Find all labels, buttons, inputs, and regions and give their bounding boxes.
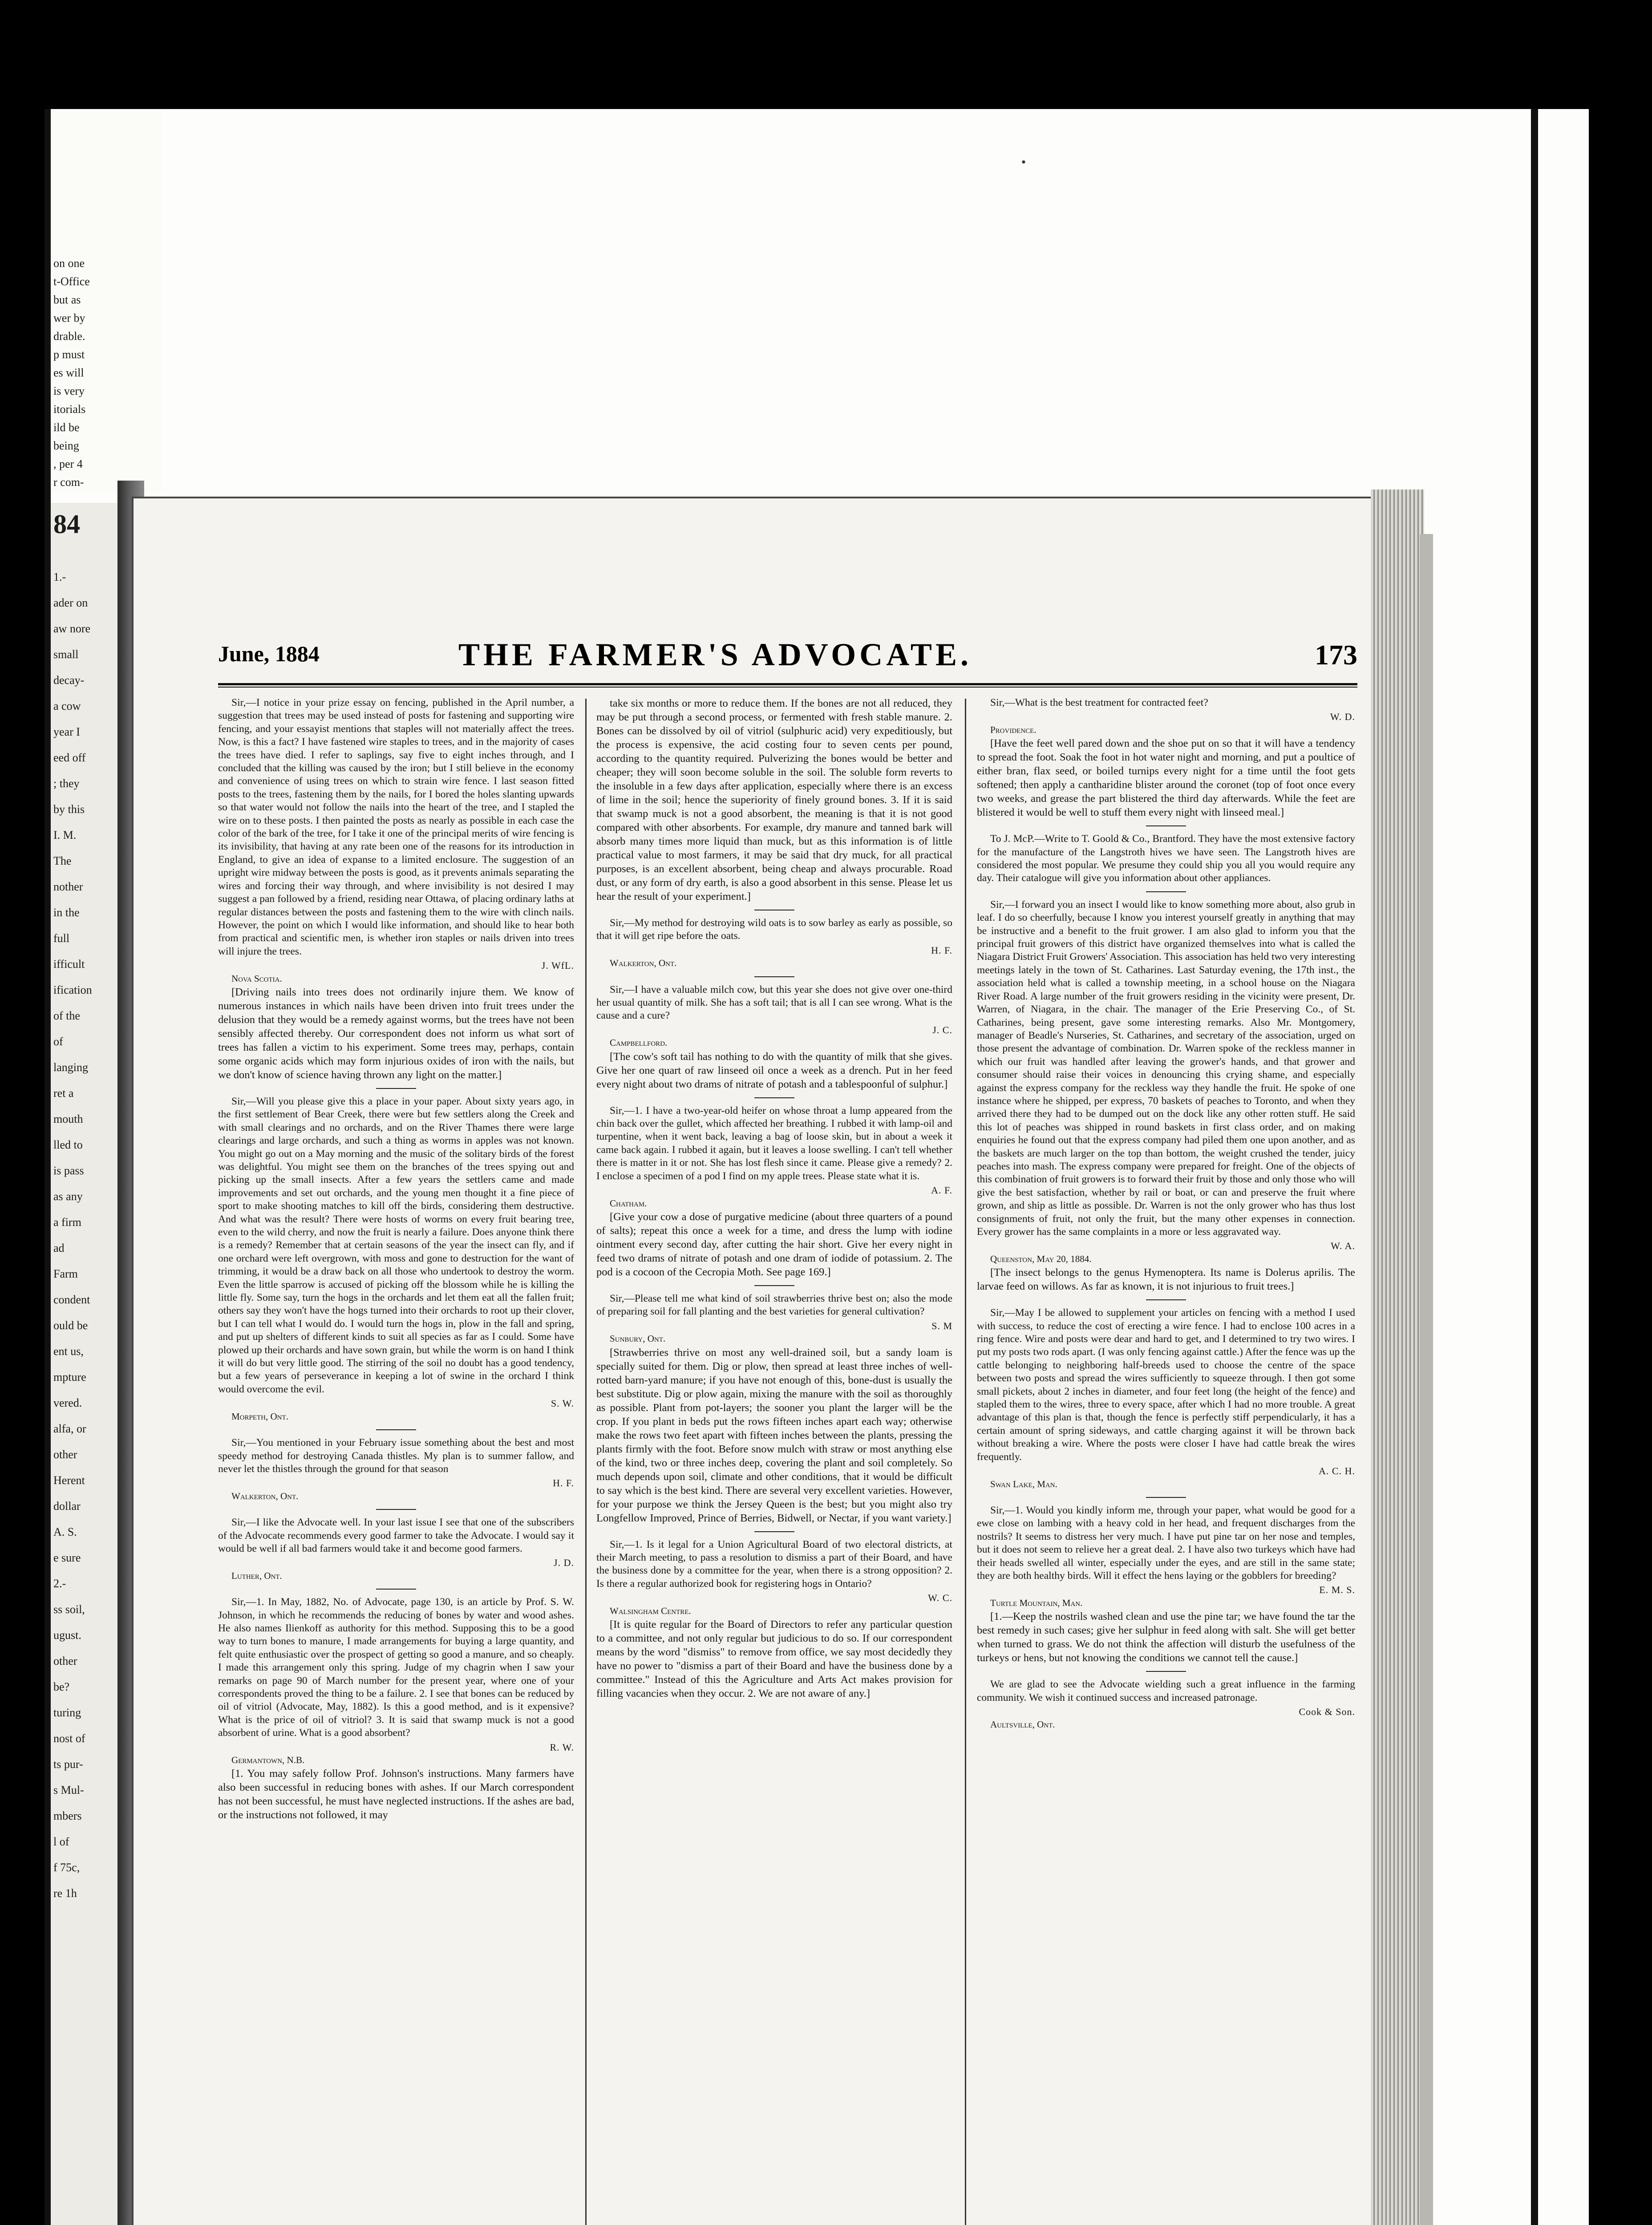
facing-page-text: nost of (53, 1732, 85, 1745)
facing-page-text: of (53, 1035, 63, 1048)
facing-page-number: 84 (53, 510, 80, 539)
scan-border-left (45, 109, 51, 2225)
facing-page-text: by this (53, 803, 85, 816)
facing-page-text: itorials (53, 403, 86, 416)
facing-page-text: p must (53, 348, 85, 361)
facing-page-text: lled to (53, 1138, 83, 1151)
facing-page-text: alfa, or (53, 1422, 86, 1435)
dateline: Nova Scotia. (231, 973, 282, 984)
scan-mark: · (1019, 147, 1028, 177)
dateline: Germantown, N.B. (231, 1755, 305, 1766)
facing-page-text: t-Office (53, 275, 90, 288)
facing-page-text: ss soil, (53, 1603, 85, 1616)
editor-reply: [1. You may safely follow Prof. Johnson's instructions. Many farmers have also been successful in reducing bones with ashes. If our March correspondent has not been successful, he must have neglected instructions. If the ashes are bad, or the instructions not followed, it may (218, 1768, 574, 1821)
editor-reply: [It is quite regular for the Board of Directors to refer any particular question to a committee, and not only regular but judicious to do so. If our correspondent means by the word "dismiss" to remove from office, we say most decidedly they have no power to "dismiss a part of their Board and have the business done by a committee." Instead of this the Agriculture and Arts Act makes provision for filling vacancies when they occur. 2. We are not aware of any.] (596, 1618, 952, 1699)
facing-page-text: on one (53, 257, 85, 270)
separator-rule (376, 1088, 416, 1089)
letter-paragraph: Sir,—I notice in your prize essay on fencing, published in the April number, a suggestion that trees may be used instead of posts for fastening and supporting wire fencing, and your essayist mentions that staples will not materially affect the trees. Now, is this a fact? I have fastened wire staples to trees, and in the majority of cases the trees have died. I refer to saplings, say five to eight inches through, and I concluded that the killing was caused by the iron; but I still believe in the economy and convenience of using trees on which to strain wire fence. I last season fitted posts to the trees, fastening them by the nails, for I bored the holes slanting upwards so that water would not follow the nails into the heart of the tree, and I stapled the wire on to these posts. I then painted the posts as nearly as possible in each case the color of the bark of the tree, for I take it one of the principal merits of wire fencing is its invisibility, that having at any rate been one of the reasons for its introduction in England, to give an idea of expanse to a limited enclosure. The suggestion of an upright wire midway between the posts is good, as it prevents animals separating the wires and forcing their way through, and where invisibility is not desired I may suggest a pan followed by a friend, residing near Ottawa, of placing ordinary laths at regular distances between the posts and fastening them to the wire with clinch nails. However, the point on which I would like information, and should like to hear both from practical and scientific men, is whether iron staples or nails driven into trees will injure the trees. (218, 697, 574, 957)
separator-rule (376, 1589, 416, 1590)
signature: R. W. (550, 1741, 574, 1753)
letter-paragraph: Sir,—1. Is it legal for a Union Agricultural Board of two electoral districts, at their March meeting, to pass a resolution to dismiss a part of their Board, and have the business done by a committee for the year, when there is a strong opposition? 2. Is there a regular authorized book for registering hogs in Ontario? (596, 1538, 952, 1590)
letter-paragraph: Sir,—Please tell me what kind of soil strawberries thrive best on; also the mode of preparing soil for fall planting and the best varieties for general cultivation? (596, 1292, 952, 1318)
signature: Cook & Son. (1299, 1706, 1355, 1717)
signature: S. M (931, 1320, 952, 1331)
facing-page-text: is very (53, 384, 85, 397)
dateline: Walkerton, Ont. (610, 958, 677, 969)
column-2 (596, 696, 952, 1701)
editor-reply: take six months or more to reduce them. If the bones are not all reduced, they may be put through a second process, or fermented with fresh stable manure. 2. Bones can be dissolved by oil of vitriol (sulphuric acid) very expeditiously, but the process is expensive, the acid costing four to seven cents per pound, according to the quantity required. Pulverizing the bones would be better and cheaper; they will soon become soluble in the soil. The soluble form reverts to the insoluble in a few days after application, especially where there is an excess of lime in the soil; hence the superiority of finely ground bones. 3. If it is said that swamp muck is not a good absorbent, the meaning is that it is not good compared with other absorbents. For example, dry manure and tanned bark will absorb many times more liquid than muck, but as this information is of little practical value to most farmers, it may be said that dry muck, for all practical purposes, is an excellent absorbent, being cheap and always procurable. Road dust, or any form of dry earth, is also a good absorbent in this sense. Please let us hear the result of your experiment.] (596, 697, 952, 902)
facing-page-text: be? (53, 1680, 70, 1693)
editor-reply: [Have the feet well pared down and the shoe put on so that it will have a tendency to spread the foot. Soak the foot in hot water night and morning, and put a poultice of either bran, flax seed, or boiled turnips every night for a time until the foot gets softened; then apply a cantharidine blister around the coronet (top of foot once every two weeks, and grease the part blistered the third day afterwards. While the feet are blistered it would be well to stuff them every night with linseed meal.] (977, 737, 1355, 819)
separator-rule (1146, 891, 1186, 892)
facing-page-text: in the (53, 906, 80, 919)
facing-page-text: other (53, 1655, 77, 1667)
separator-rule (754, 1097, 794, 1098)
separator-rule (754, 976, 794, 977)
facing-page-top (51, 109, 162, 492)
dateline: Campbellford. (610, 1037, 668, 1048)
dateline: Queenston, May 20, 1884. (990, 1253, 1092, 1264)
letter-paragraph: Sir,—1. I have a two-year-old heifer on whose throat a lump appeared from the chin back over the gullet, which affected her breathing. I rubbed it with lamp-oil and turpentine, when it went back, leaving a bag of loose skin, but in about a week it came back again. I rubbed it again, but it leaves a loose swelling. I can't tell whether there is matter in it or not. She has lost flesh since it came. Please give a remedy? 2. I enclose a specimen of a pod I find on my apple trees. Please state what it is. (596, 1104, 952, 1182)
facing-page-text: is pass (53, 1164, 84, 1177)
facing-page-text: ; they (53, 777, 80, 790)
header-rule-thin (218, 687, 1357, 688)
facing-page-text: being (53, 439, 79, 452)
facing-page-text: ent us, (53, 1345, 84, 1358)
editor-reply: [Strawberries thrive on most any well-drained soil, but a sandy loam is specially suited for them. Dig or plow, then spread at least three inches of well-rotted barn-yard manure; if you have not enough of this, bone-dust is usually the best substitute. Dig or plow again, mixing the manure with the soil as thoroughly as possible. Plant from pot-layers; the sooner you plant the larger will be the crop. If you plant in beds put the rows fifteen inches apart each way; otherwise make the rows two feet apart with fifteen inches between the plants, pressing the plants firmly with the foot. Before snow mulch with straw or most anything else of the kind, two or three inches deep, covering the plant and soil completely. So much depends upon soil, climate and other conditions, that it would be difficult to say which is the best kind. There are several very excellent varieties. However, for your purpose we think the Jersey Queen is the best; but you might also try Longfellow Improved, Prince of Berries, Bidwell, or Nectar, if you want variety.] (596, 1346, 952, 1524)
editor-reply: [Driving nails into trees does not ordinarily injure them. We know of numerous instances in which nails have been driven into fruit trees under the delusion that they would be a remedy against worms, but the trees have not been sensibly affected thereby. Our correspondent does not inform us what sort of trees has fallen a victim to his experiment. Some trees may, perhaps, contain some organic acids which may form injurious oxides of iron with the nails, but we don't know of science having thrown any light on the matter.] (218, 986, 574, 1081)
facing-page-text: The (53, 854, 72, 867)
letter-paragraph: Sir,—Will you please give this a place in your paper. About sixty years ago, in the first settlement of Bear Creek, there were but few settlers along the Creek and with small clearings and no orchards, and on the River Thames there were large clearings and large orchards, and such a thing as worms in apples was not known. You might go out on a May morning and the music of the solitary birds of the forest was delightful. You might see them on the branches of the trees spying out and picking up the small insects. After a few years the settlers came and made improvements and set out orchards, and the young men thought it a fine piece of sport to make shooting matches to kill off the birds, considering them destructive. And what was the result? There were hosts of worms on every fruit bearing tree, even to the wild cherry, and now the fruit is nearly a failure. Does anyone think there is a remedy? Remember that at certain seasons of the year the insect can fly, and if one orchard were left overgrown, with moss and gone to destruction for the want of trimming, it would be a draw back on all those who undertook to destroy the worm. Even the little sparrow is accused of picking off the blossom while he is killing the little fly. Some say, turn the hogs in the orchards and let them eat all the fallen fruit; others say they won't have the hogs turned into their orchards to root up their clover, but I can tell what I would do. I would turn the hogs in, plow in the fall and spring, and put up shelters of different kinds to suit all species as far as I could. Some have plowed up their orchards and have sown grain, but while the worm is on hand I think it will do but very little good. The stirring of the soil no doubt has a good tendency, but a few years of perseverance in keeping a lot of swine in the orchard I think would overcome the evil. (218, 1095, 574, 1395)
page-header (218, 636, 1357, 672)
facing-page-text: l of (53, 1835, 69, 1848)
letter-paragraph: Sir,—My method for destroying wild oats is to sow barley as early as possible, so that it will get ripe before the oats. (596, 917, 952, 942)
facing-page-text: drable. (53, 330, 85, 343)
column-divider (585, 699, 587, 2225)
signature: A. C. H. (1319, 1465, 1355, 1477)
facing-page-text: s Mul- (53, 1784, 84, 1796)
facing-page-text: A. S. (53, 1525, 77, 1538)
page-number: 173 (1315, 639, 1357, 671)
facing-page-text: condent (53, 1293, 90, 1306)
dateline: Chatham. (610, 1197, 647, 1209)
dateline: Morpeth, Ont. (231, 1411, 288, 1422)
signature: W. C. (928, 1592, 952, 1604)
separator-rule (376, 1509, 416, 1510)
facing-page-text: ret a (53, 1087, 74, 1100)
facing-page-text: , per 4 (53, 457, 83, 470)
separator-rule (754, 1531, 794, 1532)
column-divider (965, 699, 966, 2225)
facing-page-text: Farm (53, 1267, 78, 1280)
dateline: Luther, Ont. (231, 1570, 282, 1581)
facing-page-text: langing (53, 1061, 88, 1074)
facing-page-text: year I (53, 725, 80, 738)
facing-page-text: aw nore (53, 622, 91, 635)
facing-page-text: 2.- (53, 1577, 66, 1590)
facing-page-text: dollar (53, 1500, 81, 1513)
signature: A. F. (931, 1185, 952, 1196)
facing-page-text: ader on (53, 596, 88, 609)
signature: J. WfL. (541, 960, 574, 971)
facing-page-text: ts pur- (53, 1758, 83, 1771)
signature: H. F. (553, 1477, 574, 1489)
letter-paragraph: Sir,—What is the best treatment for contracted feet? (990, 697, 1208, 708)
facing-page-text: nother (53, 880, 83, 893)
editor-reply: [Give your cow a dose of purgative medicine (about three quarters of a pound of salts); repeat this once a week for a time, and dress the lump with iodine ointment every second day, after cutting the hair short. Give her every night in feed two drams of nitrate of potash and one dram of iodide of potassium. 2. The pod is a cocoon of the Cecropia Moth. See page 169.] (596, 1210, 952, 1278)
facing-page-text: but as (53, 293, 81, 306)
separator-rule (1146, 1497, 1186, 1498)
facing-page-text: decay- (53, 674, 85, 687)
separator-rule (376, 1429, 416, 1430)
facing-page-text: ifficult (53, 958, 85, 971)
facing-page-text: re 1h (53, 1887, 77, 1900)
separator-rule (1146, 1671, 1186, 1672)
facing-page-text: vered. (53, 1396, 82, 1409)
letter-paragraph: Sir,—I have a valuable milch cow, but this year she does not give over one-third her usual quantity of milk. She has a soft tail; that is all I can see wrong. What is the cause and a cure? (596, 983, 952, 1022)
dateline: Walkerton, Ont. (231, 1490, 299, 1501)
separator-rule (1146, 825, 1186, 826)
facing-page-text: Herent (53, 1474, 85, 1487)
facing-page-text: es will (53, 366, 84, 379)
letter-paragraph: We are glad to see the Advocate wielding such a great influence in the farming community. We wish it continued success and increased patronage. (977, 1679, 1355, 1703)
dateline: Turtle Mountain, Man. (990, 1597, 1083, 1608)
facing-page-text: other (53, 1448, 77, 1461)
editor-reply: [The cow's soft tail has nothing to do with the quantity of milk that she gives. Give her one quart of raw linseed oil once a week as a drench. Put in her feed every night about two drams of nitrate of potash and a tablespoonful of sulphur.] (596, 1050, 952, 1090)
facing-page-text: wer by (53, 312, 85, 324)
signature: E. M. S. (1319, 1584, 1355, 1596)
column-1 (218, 696, 574, 1823)
issue-date: June, 1884 (218, 641, 320, 666)
column-3 (977, 696, 1355, 1731)
facing-page-text: ugust. (53, 1629, 81, 1642)
separator-rule (754, 1285, 794, 1286)
facing-page-text: as any (53, 1190, 83, 1203)
dateline: Providence. (990, 724, 1037, 735)
letter-paragraph: Sir,—May I be allowed to supplement your articles on fencing with a method I used with success, to reduce the cost of erecting a wire fence. I had to enclose 100 acres in a ring fence. Wire and posts were dear and hard to get, and I determined to try two wires. I put my posts two rods apart. (I was only fencing against cattle.) After the fence was up the cattle belonging to neighboring half-breeds used to choose the centre of the space between two posts and spread the wires sufficiently to squeeze through. I then got some small pickets, about 2 inches in diameter, and four feet long (the height of the fence) and stapled them to the wires, three to every space, after which I had no more trouble. A great advantage of this plan is that, though the fence is perfectly stiff perpendicularly, it has a certain amount of spring sideways, and cattle charging against it will be thrown back without breaking a wire. Where the posts were closer I have had cattle break the wires frequently. (977, 1307, 1355, 1463)
facing-page-text: of the (53, 1009, 80, 1022)
facing-page-text: ad (53, 1242, 65, 1254)
book-spine (1420, 534, 1433, 2225)
header-rule (218, 683, 1357, 685)
masthead-title: THE FARMER'S ADVOCATE. (458, 637, 972, 672)
facing-page-text: ould be (53, 1319, 88, 1332)
facing-page-text: mouth (53, 1112, 83, 1125)
letter-paragraph: Sir,—1. Would you kindly inform me, through your paper, what would be good for a ewe close on lambing with a heavy cold in her head, and frequent discharges from the nostrils? It seems to distress her very much. I have put pine tar on her nose and temples, but it does not seem to relieve her a great deal. 2. I have also two turkeys which have had their heads swelled all winter, especially under the eyes, and are still in the same state; they are both healthy birds. Will it effect the hens laying or the gobblers for breeding? (977, 1504, 1355, 1582)
letter-paragraph: Sir,—I like the Advocate well. In your last issue I see that one of the subscribers of the Advocate recommends every good farmer to take the Advocate. I would say it would be well if all bad farmers would take it and become good farmers. (218, 1517, 574, 1554)
facing-page-sliver (51, 503, 117, 2225)
editor-reply: [The insect belongs to the genus Hymenoptera. Its name is Dolerus aprilis. The larvae feed on willows. As far as known, it is not injurious to fruit trees.] (977, 1266, 1355, 1293)
dateline: Aultsville, Ont. (990, 1719, 1055, 1730)
book-page-edges (1371, 490, 1424, 2225)
facing-page-text: e sure (53, 1551, 81, 1564)
letter-paragraph: Sir,—1. In May, 1882, No. of Advocate, page 130, is an article by Prof. S. W. Johnson, in which he recommends the reducing of bones by water and wood ashes. He also names Ilienkoff as authority for this method. Supposing this to be a good way to turn bones to manure, I made arrangements for buying a large quantity, and felt quite enthusiastic over the prospect of getting so good a manure, and so cheaply. I made this arrangement only this spring. Judge of my chagrin when I saw your remarks on page 90 of March number for the present year, where one of your correspondents proved the thing to be a failure. 2. I see that bones can be reduced by oil of vitriol (Advocate, May, 1882). Is this a good method, and is it expensive? What is the price of oil of vitriol? 3. It is said that swamp muck is not a good absorbent of urine. What is a good absorbent? (218, 1596, 574, 1739)
facing-page-text: small (53, 648, 79, 661)
facing-page-text: full (53, 932, 70, 945)
signature: W. D. (1330, 711, 1355, 723)
facing-page-text: a firm (53, 1216, 81, 1229)
dateline: Walsingham Centre. (610, 1605, 691, 1616)
newspaper-page (134, 498, 1380, 2225)
dateline: Swan Lake, Man. (990, 1478, 1057, 1489)
separator-rule (1146, 1299, 1186, 1300)
facing-page-text: f 75c, (53, 1861, 80, 1874)
facing-page-text: eed off (53, 751, 86, 764)
signature: S. W. (551, 1398, 574, 1409)
letter-paragraph: To J. McP.—Write to T. Goold & Co., Brantford. They have the most extensive factory for the manufacture of the Langstroth hives we have seen. The Langstroth hives are considered the most popular. We presume they could ship you all you would require any day. Their catalogue will give you information about other appliances. (977, 833, 1355, 884)
signature: J. D. (554, 1557, 574, 1569)
signature: W. A. (1331, 1240, 1355, 1252)
dateline: Sunbury, Ont. (610, 1333, 666, 1344)
facing-page-text: r com- (53, 476, 84, 489)
letter-paragraph: Sir,—I forward you an insect I would like to know something more about, also grub in leaf. I do so cheerfully, because I know you interest yourself greatly in anything that may be instructive and a benefit to the fruit grower. I am also glad to inform you that the principal fruit growers of this district have organized themselves into what is called the Niagara District Fruit Growers' Association. This association has held two very interesting meetings lately in the town of St. Catharines. Last Saturday evening, the 17th inst., the association held what is called a township meeting, in a school house on the Niagara River Road. A large number of the fruit growers residing in the vicinity were present, Dr. Warren, of Niagara, in the chair. The manager of the Erie Preserving Co., of St. Catharines, being present, gave some interesting remarks. Also Mr. Montgomery, manager of Beadle's Nurseries, St. Catharines, and secretary of the association, urged on those present the advantage of combination. Dr. Warren spoke of the reckless manner in which our fruit was handled after leaving the grower's hands, and that grower and consumer should raise their voices in denouncing this crying shame, and especially against the express company for the reckless way they handle the fruit. He spoke of one instance where he shipped, per express, 70 baskets of peaches to Toronto, and when they arrived there they had to be dumped out on the dock like any other rotten stuff. He said this lot of peaches was shipped in round baskets in first class order, and on making enquiries he found out that the express company had piled them one upon another, and as the baskets are much larger on the top than bottom, the weight crushed the tender, juicy peaches into mash. The express company were prepared for freight. One of the objects of this combination of fruit growers is to forward their fruit by those and only those who will give the best satisfaction, whether by rail or boat, or can and preserve the fruit where grown, and ship as little as possible. Dr. Warren is not the only grower who has thus lost consignments of fruit, not only the fruit, but the many other expenses in connection. Every grower has the same complaints in a more or less aggravated way. (977, 898, 1355, 1238)
facing-page-text: a cow (53, 700, 81, 712)
scan-border-right (1531, 109, 1538, 2225)
signature: J. C. (932, 1024, 952, 1036)
signature: H. F. (931, 944, 952, 956)
facing-page-text: ification (53, 983, 92, 996)
facing-page-text: turing (53, 1706, 81, 1719)
facing-page-text: ild be (53, 421, 80, 434)
facing-page-text: mpture (53, 1371, 86, 1384)
facing-page-text: I. M. (53, 829, 77, 841)
facing-page-text: 1.- (53, 570, 66, 583)
editor-reply: [1.—Keep the nostrils washed clean and use the pine tar; we have found the tar the best remedy in such cases; give her sulphur in feed along with salt. She will get better when turned to grass. We do not think the affection will disturb the usefulness of the turkeys or hens, but not knowing the conditions we cannot tell the cause.] (977, 1610, 1355, 1664)
letter-paragraph: Sir,—You mentioned in your February issue something about the best and most speedy method for destroying Canada thistles. My plan is to summer fallow, and never let the thistles through the ground for that season (218, 1437, 574, 1475)
facing-page-text: mbers (53, 1809, 82, 1822)
